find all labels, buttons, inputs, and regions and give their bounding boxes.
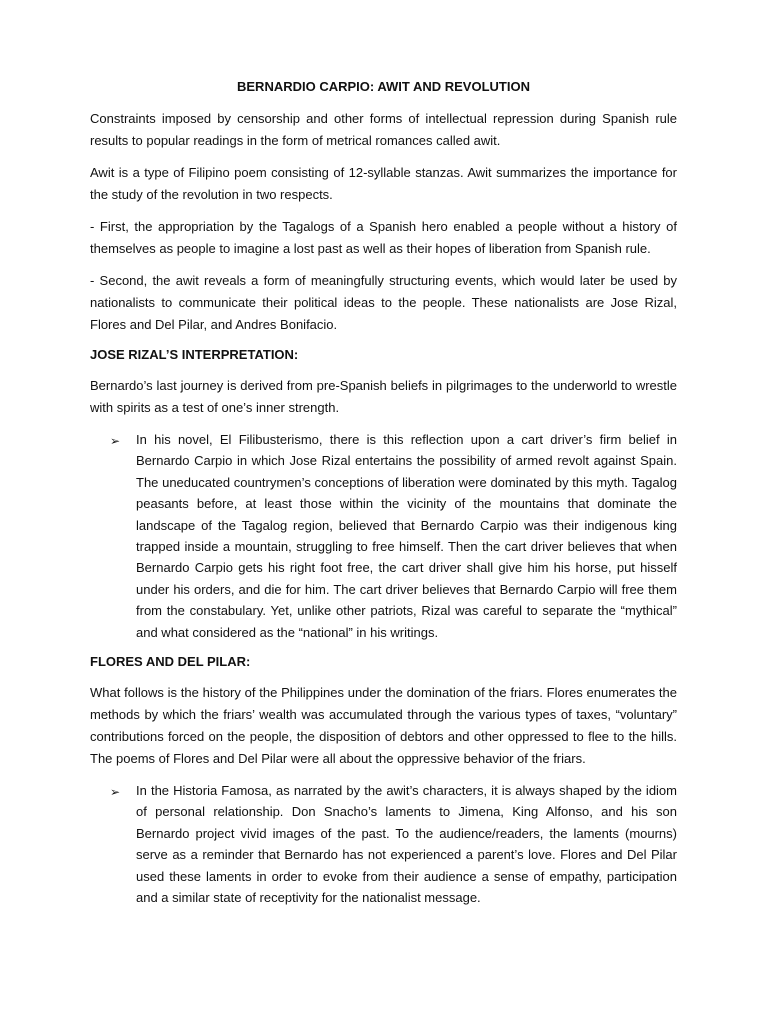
flores-heading: FLORES AND DEL PILAR: xyxy=(90,654,251,670)
flores-bullet-text: In the Historia Famosa, as narrated by the awit’s characters, it is always shaped by the idiom of personal relationship. Don Snacho’s laments to Jimena, King Alfonso, and his son Bernardo project vivid images of the past. To the audience/readers, the laments (mourns) serve as a reminder that Bernardo has not experienced a parent’s love. Flores and Del Pilar used these laments in order to evoke from their audience a sense of empathy, participation and a similar state of receptivity for the nationalist message. xyxy=(136,783,677,906)
rizal-paragraph: Bernardo’s last journey is derived from pre-Spanish beliefs in pilgrimages to the underworld to wrestle with spirits as a test of one’s inner strength. xyxy=(90,378,677,415)
intro-paragraph-1: Constraints imposed by censorship and other forms of intellectual repression during Spanish rule results to popular readings in the form of metrical romances called awit. xyxy=(90,111,677,148)
intro-point-first: - First, the appropriation by the Tagalogs of a Spanish hero enabled a people without a history of themselves as people to imagine a lost past as well as their hopes of liberation from Spanish rule. xyxy=(90,219,677,256)
document-title: BERNARDIO CARPIO: AWIT AND REVOLUTION xyxy=(237,79,530,94)
rizal-bullet-item xyxy=(90,429,677,643)
arrow-bullet-icon: ➢ xyxy=(110,785,121,800)
rizal-bullet-text: In his novel, El Filibusterismo, there is this reflection upon a cart driver’s firm belief in Bernardo Carpio in which Jose Rizal entertains the possibility of armed revolt against Spain. The uneducated countrymen’s conceptions of liberation were dominated by this myth. Tagalog peasants before, at least those within the vicinity of the mountains that dominate the landscape of the Tagalog region, believed that Bernardo Carpio was their indigenous king trapped inside a mountain, struggling to free himself. Then the cart driver believes that when Bernardo Carpio gets his right foot free, the cart driver shall give him his horse, put hisself under his orders, and die for him. The cart driver believes that Bernardo Carpio will free them from the constabulary. Yet, unlike other patriots, Rizal was careful to separate the “mythical” and what considered as the “national” in his writings. xyxy=(136,432,677,640)
flores-bullet-item xyxy=(90,780,677,908)
flores-paragraph: What follows is the history of the Philippines under the domination of the friars. Flores enumerates the methods by which the friars’ wealth was accumulated through the various types of taxes, “voluntary” contributions forced on the people, the disposition of debtors and other oppressed to flee to the hills. The poems of Flores and Del Pilar were all about the oppressive behavior of the friars. xyxy=(90,685,677,767)
document-body xyxy=(90,78,677,919)
intro-paragraph-2: Awit is a type of Filipino poem consisting of 12-syllable stanzas. Awit summarizes the importance for the study of the revolution in two respects. xyxy=(90,165,677,202)
rizal-heading: JOSE RIZAL’S INTERPRETATION: xyxy=(90,347,299,362)
arrow-bullet-icon: ➢ xyxy=(110,434,121,448)
intro-point-second: - Second, the awit reveals a form of meaningfully structuring events, which would later be used by nationalists to communicate their political ideas to the people. These nationalists are Jose Rizal, Flores and Del Pilar, and Andres Bonifacio. xyxy=(90,273,677,332)
